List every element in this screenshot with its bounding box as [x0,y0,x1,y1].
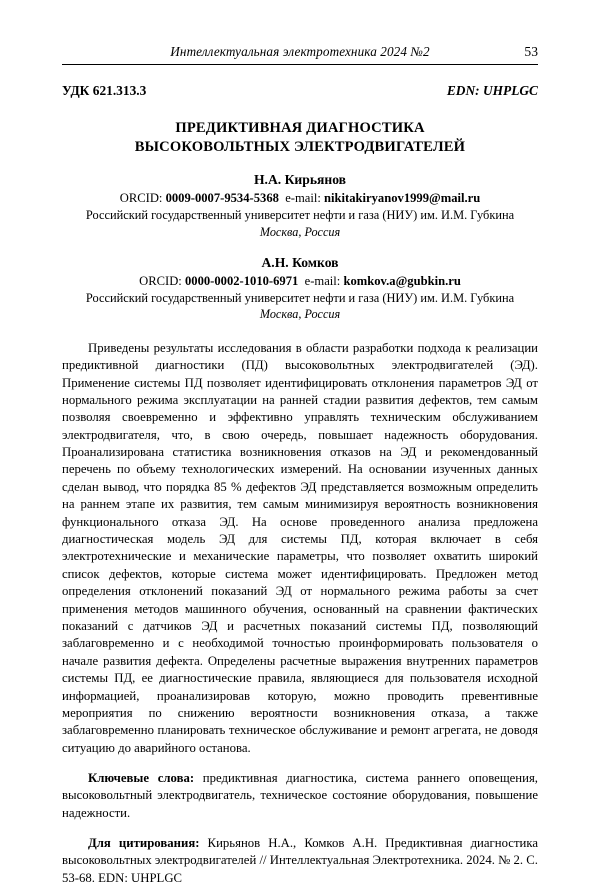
edn-code: EDN: UHPLGC [446,83,538,98]
author-city: Москва, Россия [259,225,341,240]
author-identifiers [62,273,538,290]
abstract-text: Приведены результаты исследования в области разработки подхода к реализации предиктивной диагностики (ПД) высоковольтных электродвигателей (ЭД). Применение системы ПД позволяет идентифицировать отклонения параметров ЭД от нормального режима эксплуатации на ранней стадии развития дефектов, тем самым позволяя своевременно и эффективно управлять техническим обслуживанием электродвигателя, что, в свою очередь, повышает надежность оборудования. Проанализирована статистика возникновения отказов на ЭД и рекомендованный перечень по объему технологических измерений. На основании изученных данных сделан вывод, что порядка 85 % дефектов ЭД представляется возможным определить на раннем этапе их развития, тем самым минимизируя вероятность возникновения функционального отказа ЭД. На основе проведенного анализа предложена диагностическая модель ЭД для системы ПД, которая включает в себя электротехнические и механические параметры, что позволяет охватить широкий список дефектов, которые система может идентифицировать. Предложен метод определения отклонений показаний ЭД от нормального режима работы за счет применения методов машинного обучения, основанный на сравнении фактических показаний с датчиков ЭД и расчетных показаний системы ПД, позволяющий заблаговременно и с необходимой точностью проинформировать пользователя о начале развития дефекта. Определены расчетные выражения внутренних параметров системы ПД, ее диагностические правила, являющиеся для пользователя исходной информацией, проанализировав которую, можно проводить превентивные мероприятия по снижению вероятности возникновения отказа, а также заблаговременно планировать техническое обслуживание и ремонт агрегата, не доводя ситуацию до аварийного останова. [62,340,538,755]
page-title [62,119,538,156]
email-label: e-mail: [285,191,321,206]
title-line-2: ВЫСОКОВОЛЬТНЫХ ЭЛЕКТРОДВИГАТЕЛЕЙ [134,138,466,155]
author-name: А.Н. Комков [261,254,339,270]
page-number: 53 [524,44,538,59]
orcid-value[interactable]: 0000-0002-1010-6971 [184,273,299,288]
running-head-journal: Интеллектуальная электротехника 2024 №2 [170,44,430,59]
keywords-text: предиктивная диагностика, система раннего оповещения, высоковольтный электродвигатель, техническое состояние оборудования, повышение надежности. [62,770,538,820]
author-block-1 [62,172,538,240]
citation-label: Для цитирования: [88,835,200,850]
author-name: Н.А. Кирьянов [253,172,346,188]
header-divider [62,64,538,65]
citation-text: Кирьянов Н.А., Комков А.Н. Предиктивная диагностика высоковольтных электродвигателей // Интеллектуальная Электротехника. 2024. № 2. С. 53-68. EDN: UHPLGC [62,835,538,885]
author-affiliation: Российский государственный университет нефти и газа (НИУ) им. И.М. Губкина [85,208,515,223]
orcid-value[interactable]: 0009-0007-9534-5368 [165,191,279,206]
orcid-label: ORCID: [119,191,163,206]
identifier-row [62,83,538,99]
citation-paragraph [62,835,538,887]
email-value[interactable]: nikitakiryanov1999@mail.ru [324,191,481,206]
author-block-2 [62,255,538,323]
keywords-paragraph [62,770,538,822]
title-line-1: ПРЕДИКТИВНАЯ ДИАГНОСТИКА [175,120,425,136]
orcid-label: ORCID: [139,273,182,288]
author-affiliation: Российский государственный университет нефти и газа (НИУ) им. И.М. Губкина [85,290,515,305]
author-identifiers [62,190,538,207]
running-head [62,44,538,60]
email-label: e-mail: [304,273,341,288]
author-city: Москва, Россия [259,307,341,322]
keywords-label: Ключевые слова: [88,770,195,785]
udc-code: УДК 621.313.3 [62,83,147,98]
email-value[interactable]: komkov.a@gubkin.ru [343,273,461,288]
